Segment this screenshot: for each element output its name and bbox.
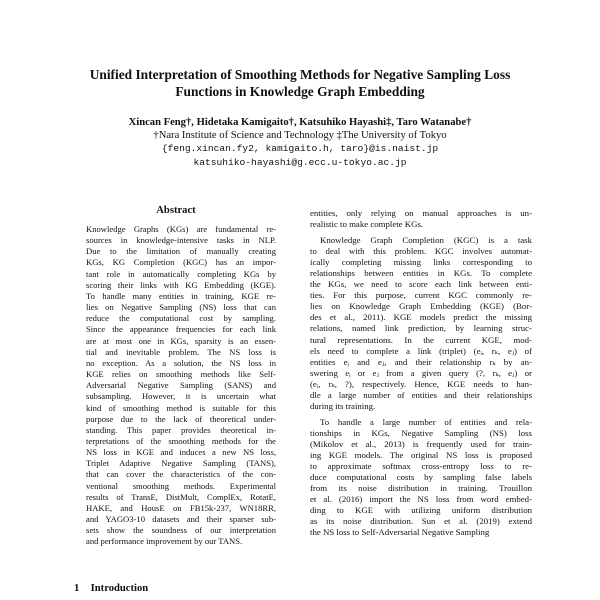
text-line: HAKE, and HousE on FB15k-237, WN18RR, xyxy=(86,502,276,513)
text-line: and YAGO3-10 datasets and their sparser sub- xyxy=(86,514,276,525)
text-line: Due to the limitation of manually creating xyxy=(86,246,276,257)
abstract-body xyxy=(86,224,276,548)
text-line: dle a large number of entities and their relationships xyxy=(310,389,532,400)
right-paragraph-3 xyxy=(310,417,532,539)
text-line: tial and inevitable problem. The NS loss is xyxy=(86,346,276,357)
text-line: lies on Knowledge Graph Embedding (KGE) (Bor- xyxy=(310,301,532,312)
text-line: results of TransE, DistMult, ComplEx, RotatE, xyxy=(86,491,276,502)
author-block xyxy=(40,116,560,169)
text-line: reduce the computational cost by sampling. xyxy=(86,313,276,324)
text-line: standing. This paper provides theoretical in- xyxy=(86,424,276,435)
text-line: des et al., 2011). KGE models predict the missing xyxy=(310,312,532,323)
text-line: and performance improvement by our TANS. xyxy=(86,536,243,547)
text-line: entities eᵢ and eⱼ, and their relationship rₖ by an- xyxy=(310,356,532,367)
text-line: scoring their links with KG Embedding (KGE). xyxy=(86,279,276,290)
text-line: to approximate softmax cross-entropy loss to re- xyxy=(310,461,532,472)
text-line: KGs, KG Completion (KGC) has an impor- xyxy=(86,257,276,268)
text-line: ding to KGE with utilizing uniform distribution xyxy=(310,505,532,516)
paper-title xyxy=(40,66,560,100)
text-line: duce computational costs by sampling false labels xyxy=(310,472,532,483)
section-heading-introduction xyxy=(74,583,148,594)
abstract-heading: Abstract xyxy=(156,205,196,216)
text-line: (eᵢ, rₖ, ?), respectively. Hence, KGE needs to han- xyxy=(310,378,532,389)
text-line: sets show the soundness of our interpretation xyxy=(86,525,276,536)
text-line: tural representations. In the current KGE, mod- xyxy=(310,334,532,345)
text-line: els need to complete a link (triplet) (eᵢ, rₖ, eⱼ) of xyxy=(310,345,532,356)
text-line: To handle a large number of entities and rela- xyxy=(320,416,532,427)
text-line: relationships between entities in KGs. To complete xyxy=(310,268,532,279)
text-line: the NS loss to Self-Adversarial Negative Sampling xyxy=(310,527,490,538)
text-line: swering eᵢ or eⱼ from a given query (?, rₖ, eⱼ) or xyxy=(310,367,532,378)
title-line-1: Unified Interpretation of Smoothing Methods for Negative Sampling Loss xyxy=(89,67,511,82)
text-line: entities, only relying on manual approaches is un- xyxy=(310,208,532,218)
text-line: tionships in KGs, Negative Sampling (NS) loss xyxy=(310,427,532,438)
section-title: Introduction xyxy=(90,583,149,594)
author-names: Xincan Feng†, Hidetaka Kamigaito†, Katsuhiko Hayashi‡, Taro Watanabe† xyxy=(128,117,472,128)
text-line: et al. (2016) import the NS loss from word embed- xyxy=(310,494,532,505)
author-email-1[interactable]: {feng.xincan.fy2, kamigaito.h, taro}@is.naist.jp xyxy=(161,143,439,155)
text-line: ties. For this purpose, current KGC commonly re- xyxy=(310,290,532,301)
text-line: Knowledge Graph Completion (KGC) is a task xyxy=(320,235,532,246)
text-line: during its training. xyxy=(310,400,376,411)
text-line: sources in knowledge-intensive tasks in NLP. xyxy=(86,235,276,246)
text-line: as its noise distribution. Sun et al. (2019) extend xyxy=(310,516,532,527)
right-paragraph-2 xyxy=(310,235,532,412)
text-line: tant role in automatically completing KGs by xyxy=(86,268,276,279)
author-affiliations: †Nara Institute of Science and Technology ‡The University of Tokyo xyxy=(153,130,447,142)
text-line: ventional smoothing methods. Experimental xyxy=(86,480,276,491)
text-line: Since the appearance frequencies for each link xyxy=(86,324,276,335)
text-line: that can cover the characteristics of the con- xyxy=(86,469,276,480)
text-line: lies on Negative Sampling (NS) loss that can xyxy=(86,302,276,313)
text-line: purpose due to the lack of theoretical under- xyxy=(86,413,276,424)
text-line: terpretations of the smoothing methods for the xyxy=(86,435,276,446)
text-line: the KGs, we need to score each link between enti- xyxy=(310,279,532,290)
text-line: KGE relies on smoothing methods like Self- xyxy=(86,369,276,380)
text-line: subsampling. However, it is uncertain what xyxy=(86,391,276,402)
text-line: to deal with this problem. KGC involves automat- xyxy=(310,246,532,257)
text-line: ing KGE models. The original NS loss is proposed xyxy=(310,449,532,460)
right-column xyxy=(310,208,532,538)
text-line: Triplet Adaptive Negative Sampling (TANS), xyxy=(86,458,276,469)
title-line-2: Functions in Knowledge Graph Embedding xyxy=(175,84,425,99)
text-line: are at most one in KGs, sparsity is an essen- xyxy=(86,335,276,346)
text-line: NS loss in KGE and induces a new NS loss, xyxy=(86,447,276,458)
text-line: relations, named link prediction, by learning struc- xyxy=(310,323,532,334)
text-line: realistic to make complete KGs. xyxy=(310,219,424,230)
text-line: ically completing missing links corresponding to xyxy=(310,257,532,268)
text-line: To handle many entities in training, KGE re- xyxy=(86,290,276,301)
text-line: from its noise distribution in training. Trouillon xyxy=(310,483,532,494)
section-number: 1 xyxy=(74,583,80,594)
text-line: kind of smoothing method is suitable for this xyxy=(86,402,276,413)
text-line: no exception. As a solution, the NS loss in xyxy=(86,357,276,368)
right-paragraph-1 xyxy=(310,208,532,230)
author-email-2[interactable]: katsuhiko-hayashi@g.ecc.u-tokyo.ac.jp xyxy=(193,156,407,168)
text-line: (Mikolov et al., 2013) is frequently used for train- xyxy=(310,438,532,449)
text-line: Adversarial Negative Sampling (SANS) and xyxy=(86,380,276,391)
text-line: Knowledge Graphs (KGs) are fundamental re- xyxy=(86,224,276,234)
